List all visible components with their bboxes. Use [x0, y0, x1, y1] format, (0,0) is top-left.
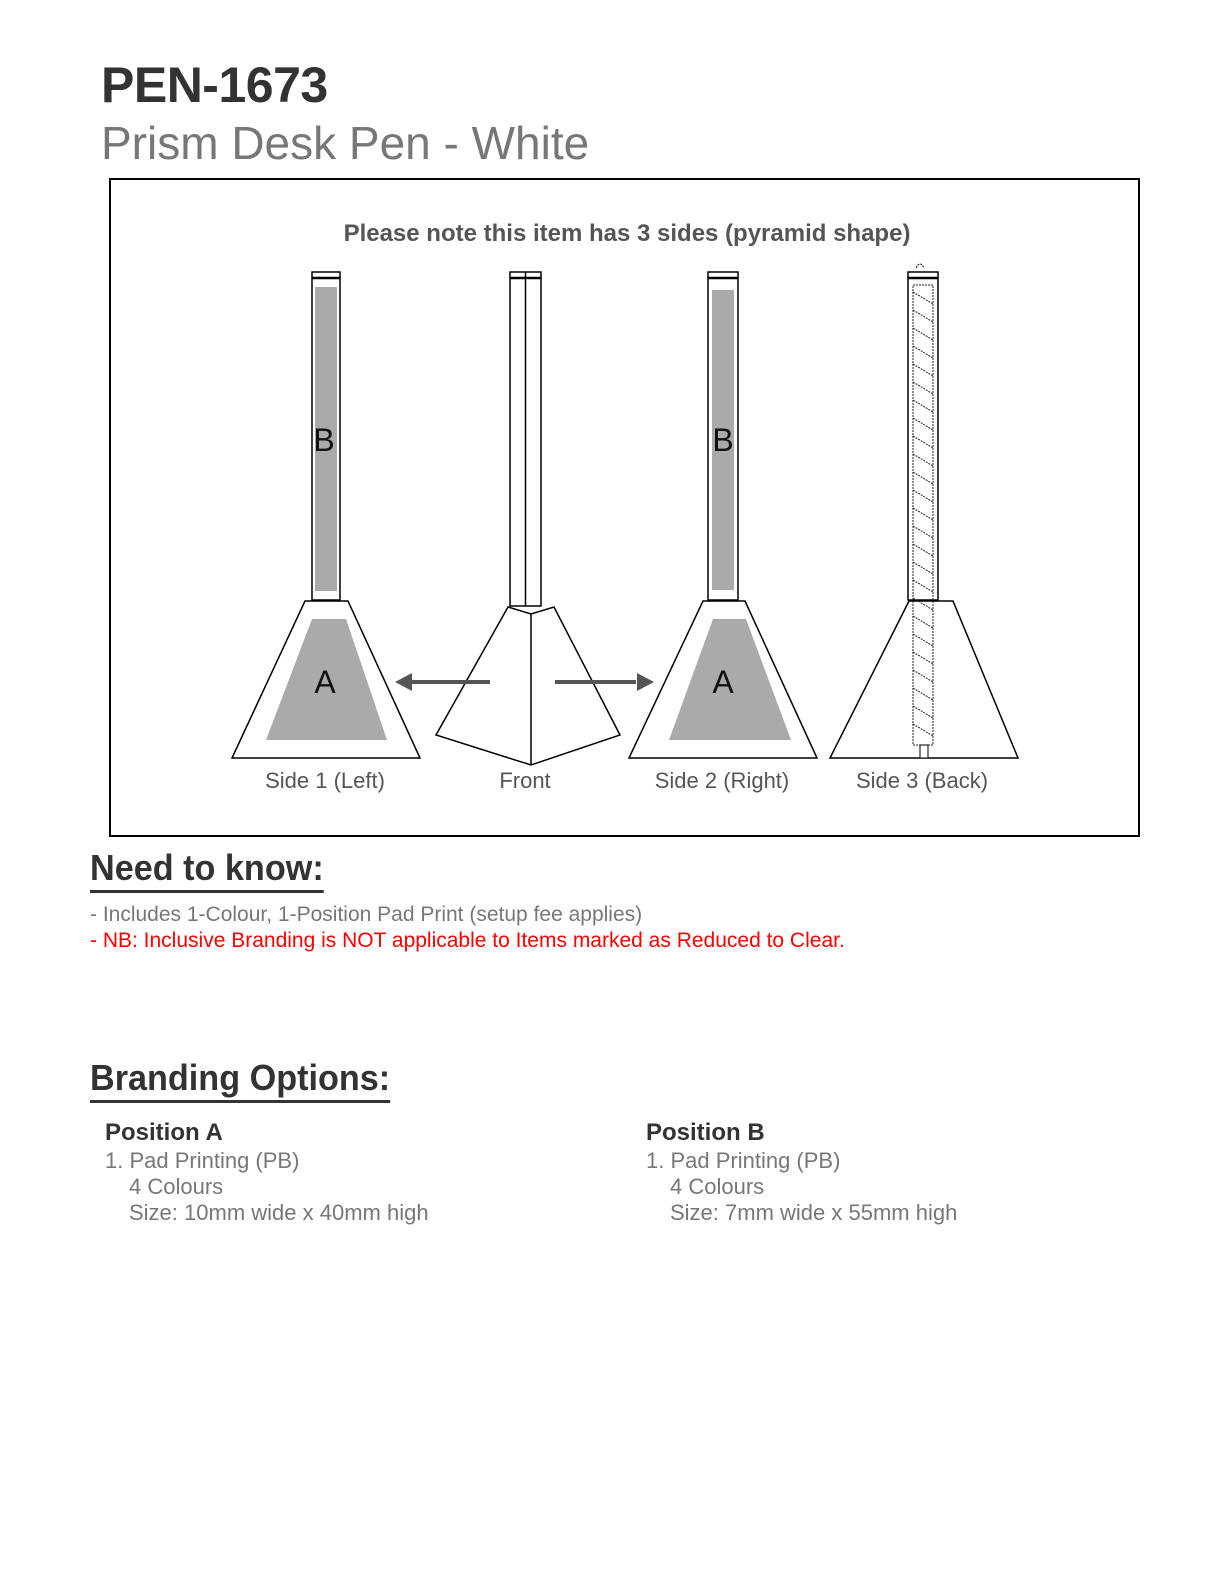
position-colours: 4 Colours — [129, 1174, 224, 1199]
position-size: Size: 7mm wide x 55mm high — [670, 1200, 958, 1225]
product-name: Prism Desk Pen - White — [101, 117, 590, 169]
view-label: Side 3 (Back) — [855, 768, 989, 793]
need-to-know-heading: Need to know: — [90, 848, 324, 893]
position-colours: 4 Colours — [670, 1174, 765, 1199]
view-side-2-right — [629, 272, 817, 793]
position-title: Position A — [105, 1119, 223, 1146]
view-label: Front — [499, 768, 551, 793]
view-label: Side 1 (Left) — [265, 768, 385, 793]
arrow-right-icon — [637, 673, 654, 691]
view-side-3-back — [830, 264, 1018, 793]
product-sku: PEN-1673 — [101, 57, 328, 113]
position-method: 1. Pad Printing (PB) — [646, 1148, 841, 1173]
diagram-note: Please note this item has 3 sides (pyramid shape) — [343, 220, 911, 247]
position-b-label: B — [313, 422, 335, 458]
position-size: Size: 10mm wide x 40mm high — [129, 1200, 429, 1225]
position-title: Position B — [646, 1119, 765, 1146]
base — [830, 601, 1018, 758]
position-a-label: A — [314, 664, 336, 700]
view-side-1-left — [232, 272, 420, 793]
position-b-label: B — [712, 422, 734, 458]
product-diagram — [109, 178, 1140, 837]
branding-position-b — [646, 1118, 957, 1226]
position-method: 1. Pad Printing (PB) — [105, 1148, 300, 1173]
view-label: Side 2 (Right) — [654, 768, 790, 793]
branding-position-a — [105, 1118, 429, 1226]
need-to-know-item: - Includes 1-Colour, 1-Position Pad Print (setup fee applies) — [90, 903, 643, 926]
base — [436, 607, 620, 765]
view-front — [395, 272, 654, 793]
arrow-left-icon — [395, 673, 412, 691]
branding-options-heading: Branding Options: — [90, 1058, 390, 1103]
need-to-know-warning: - NB: Inclusive Branding is NOT applicable to Items marked as Reduced to Clear. — [90, 929, 845, 952]
position-a-label: A — [712, 664, 734, 700]
